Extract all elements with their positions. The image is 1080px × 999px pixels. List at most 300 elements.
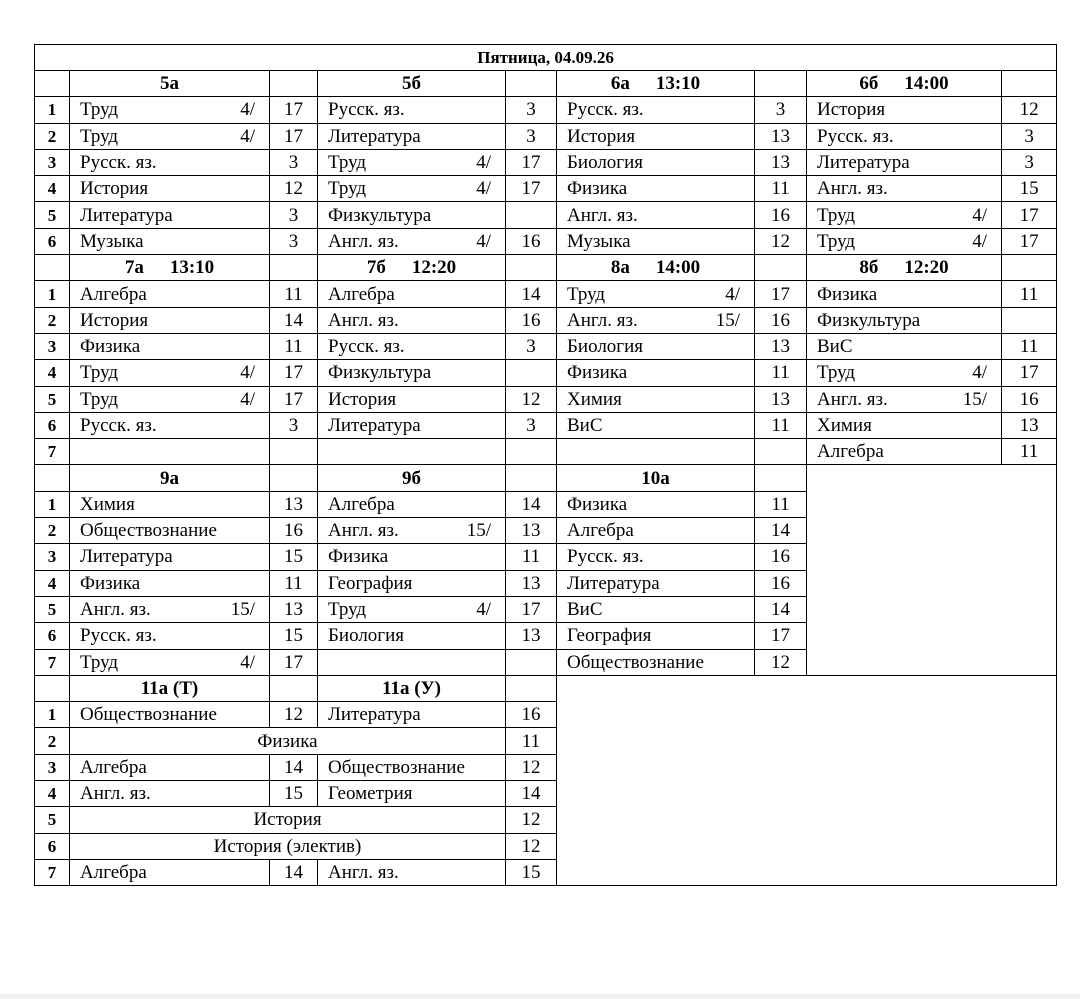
- subject-cell: [557, 518, 755, 544]
- room-number: [506, 202, 557, 228]
- subject-cell: [557, 623, 755, 649]
- lesson-row: [35, 97, 1057, 123]
- subject-cell: [318, 623, 506, 649]
- subject-name: Физика: [567, 178, 628, 200]
- room-number: 13: [755, 333, 807, 359]
- group-mark: 4/: [240, 362, 255, 384]
- empty-area: [557, 675, 1057, 885]
- room-number: 12: [755, 649, 807, 675]
- lesson-number: 6: [35, 623, 70, 649]
- room-number: 12: [506, 386, 557, 412]
- lesson-number: 5: [35, 202, 70, 228]
- room-number: 17: [1002, 228, 1057, 254]
- subject-name: Алгебра: [817, 441, 884, 463]
- subject-name: ВиС: [817, 336, 853, 358]
- subject-cell: [318, 596, 506, 622]
- subject-name: Англ. яз.: [567, 309, 638, 331]
- room-header: [270, 71, 318, 97]
- room-number: [506, 360, 557, 386]
- schedule-title: Пятница, 04.09.26: [35, 45, 1057, 71]
- subject-name: Химия: [567, 388, 622, 410]
- room-number: 3: [755, 97, 807, 123]
- schedule-table: [34, 44, 1057, 886]
- subject-cell: [807, 202, 1002, 228]
- merged-subject: История: [70, 807, 506, 833]
- subject-cell: [807, 439, 1002, 465]
- subject-cell: [70, 518, 270, 544]
- subject-cell: Англ. яз.: [318, 859, 506, 885]
- room-number: 12: [506, 754, 557, 780]
- subject-cell: [557, 412, 755, 438]
- subject-cell: [70, 97, 270, 123]
- room-number: 12: [755, 228, 807, 254]
- lesson-number: 7: [35, 649, 70, 675]
- subject-cell: [70, 281, 270, 307]
- room-number: 3: [270, 149, 318, 175]
- subject-cell: [557, 439, 755, 465]
- subject-name: Физика: [567, 493, 628, 515]
- lesson-number: 4: [35, 176, 70, 202]
- room-header: [270, 675, 318, 701]
- group-mark: 4/: [476, 599, 491, 621]
- subject-cell: Англ. яз.: [70, 781, 270, 807]
- subject-cell: [557, 307, 755, 333]
- subject-name: Алгебра: [567, 520, 634, 542]
- group-mark: 4/: [240, 125, 255, 147]
- class-time: 14:00: [904, 73, 949, 95]
- subject-name: Физика: [80, 572, 141, 594]
- room-number: 15: [270, 623, 318, 649]
- class-name: 7а: [124, 257, 144, 279]
- room-number: 3: [270, 202, 318, 228]
- subject-name: Биология: [567, 336, 644, 358]
- subject-name: Физкультура: [817, 309, 921, 331]
- subject-name: Литература: [80, 204, 173, 226]
- room-number: 11: [755, 412, 807, 438]
- room-number: 16: [270, 518, 318, 544]
- subject-name: Русск. яз.: [817, 125, 894, 147]
- room-number: 15: [270, 781, 318, 807]
- subject-cell: [318, 439, 506, 465]
- row-number-header: [35, 465, 70, 491]
- subject-cell: [557, 596, 755, 622]
- room-number: 13: [755, 123, 807, 149]
- 1-header-row: [35, 71, 1057, 97]
- class-header: [318, 465, 506, 491]
- class-header: [70, 675, 270, 701]
- subject-cell: [318, 307, 506, 333]
- lesson-number: 4: [35, 570, 70, 596]
- subject-cell: [807, 307, 1002, 333]
- 2-header-row: [35, 255, 1057, 281]
- class-time: 13:10: [169, 257, 215, 279]
- subject-name: История: [328, 388, 397, 410]
- lesson-number: 5: [35, 596, 70, 622]
- subject-name: Англ. яз.: [817, 178, 888, 200]
- room-number: 3: [270, 228, 318, 254]
- subject-name: Физика: [817, 283, 878, 305]
- room-number: 13: [506, 623, 557, 649]
- room-number: 14: [270, 307, 318, 333]
- subject-name: География: [567, 625, 652, 647]
- subject-cell: [70, 176, 270, 202]
- lesson-number: 6: [35, 412, 70, 438]
- subject-cell: [557, 360, 755, 386]
- room-number: 17: [1002, 202, 1057, 228]
- room-number: 12: [506, 833, 557, 859]
- subject-name: Труд: [80, 388, 119, 410]
- subject-name: Труд: [328, 152, 367, 174]
- subject-cell: [557, 649, 755, 675]
- subject-name: Физкультура: [328, 362, 432, 384]
- subject-name: ВиС: [567, 415, 603, 436]
- subject-cell: [557, 228, 755, 254]
- subject-cell: [70, 439, 270, 465]
- subject-name: Музыка: [80, 230, 144, 252]
- room-number: 12: [506, 807, 557, 833]
- class-name: 11а (Т): [140, 677, 199, 699]
- row-number-header: [35, 675, 70, 701]
- subject-name: Труд: [817, 230, 856, 252]
- room-number: 13: [270, 596, 318, 622]
- class-header: [807, 255, 1002, 281]
- group-mark: 15/: [962, 388, 987, 410]
- room-number: 11: [506, 544, 557, 570]
- room-number: 14: [755, 518, 807, 544]
- room-number: 11: [1002, 281, 1057, 307]
- subject-cell: [557, 491, 755, 517]
- lesson-number: 7: [35, 859, 70, 885]
- subject-cell: [70, 544, 270, 570]
- subject-cell: [70, 412, 270, 438]
- group-mark: 4/: [972, 204, 987, 226]
- subject-name: Алгебра: [328, 493, 395, 515]
- room-number: [755, 439, 807, 465]
- room-number: 3: [506, 333, 557, 359]
- room-header: [1002, 255, 1057, 281]
- subject-cell: [70, 570, 270, 596]
- room-number: [506, 439, 557, 465]
- schedule-body: [35, 45, 1057, 886]
- subject-name: Труд: [328, 599, 367, 621]
- subject-cell: [70, 386, 270, 412]
- class-name: 9а: [160, 467, 179, 489]
- room-header: [506, 675, 557, 701]
- lesson-number: 3: [35, 544, 70, 570]
- 3-header-row: [35, 465, 1057, 491]
- subject-name: Биология: [328, 625, 405, 647]
- subject-cell: [807, 123, 1002, 149]
- class-header: [70, 465, 270, 491]
- room-number: 12: [1002, 97, 1057, 123]
- lesson-number: 3: [35, 333, 70, 359]
- subject-name: География: [328, 572, 413, 594]
- subject-cell: [70, 333, 270, 359]
- room-number: 17: [270, 123, 318, 149]
- room-number: 17: [270, 97, 318, 123]
- subject-name: ВиС: [567, 599, 603, 621]
- subject-name: История: [817, 99, 886, 121]
- subject-cell: [557, 149, 755, 175]
- group-mark: 15/: [230, 599, 255, 621]
- room-number: 17: [755, 623, 807, 649]
- room-number: 14: [270, 754, 318, 780]
- class-name: 5а: [160, 73, 179, 95]
- lesson-row: [35, 386, 1057, 412]
- subject-name: Русск. яз.: [328, 99, 405, 121]
- subject-cell: [807, 281, 1002, 307]
- room-number: 11: [270, 333, 318, 359]
- group-mark: 4/: [972, 230, 987, 252]
- class-name: 6б: [859, 73, 879, 95]
- subject-cell: [318, 360, 506, 386]
- lesson-row: [35, 281, 1057, 307]
- subject-name: Труд: [80, 362, 119, 384]
- room-header: [755, 71, 807, 97]
- class-header: [318, 675, 506, 701]
- merged-subject: История (электив): [70, 833, 506, 859]
- subject-name: Труд: [80, 651, 119, 673]
- subject-cell: [318, 544, 506, 570]
- room-number: 14: [755, 596, 807, 622]
- room-number: 11: [755, 360, 807, 386]
- subject-cell: [318, 412, 506, 438]
- subject-cell: [557, 281, 755, 307]
- subject-name: История: [80, 309, 149, 331]
- subject-name: Русск. яз.: [567, 99, 644, 121]
- subject-name: Англ. яз.: [80, 599, 151, 621]
- room-number: 17: [506, 149, 557, 175]
- merged-subject: Физика: [70, 728, 506, 754]
- subject-name: Русск. яз.: [80, 415, 157, 436]
- lesson-number: 6: [35, 833, 70, 859]
- subject-name: Русск. яз.: [80, 625, 157, 647]
- room-number: 14: [270, 859, 318, 885]
- lesson-number: 2: [35, 123, 70, 149]
- subject-cell: [557, 570, 755, 596]
- lesson-row: [35, 360, 1057, 386]
- subject-cell: [318, 518, 506, 544]
- class-name: 7б: [366, 257, 386, 279]
- room-number: 17: [270, 360, 318, 386]
- room-header: [755, 465, 807, 491]
- class-header: [70, 255, 270, 281]
- lesson-number: 4: [35, 360, 70, 386]
- subject-cell: [70, 649, 270, 675]
- room-number: 11: [506, 728, 557, 754]
- subject-name: Химия: [817, 415, 872, 436]
- class-header: [557, 465, 755, 491]
- lesson-row: [35, 202, 1057, 228]
- subject-name: Физкультура: [328, 204, 432, 226]
- group-mark: 4/: [476, 152, 491, 174]
- subject-cell: [318, 333, 506, 359]
- room-number: 13: [755, 149, 807, 175]
- room-number: 17: [506, 596, 557, 622]
- subject-cell: [70, 149, 270, 175]
- lesson-row: [35, 176, 1057, 202]
- class-name: 8а: [610, 257, 630, 279]
- subject-name: Биология: [567, 152, 644, 174]
- class-header: [70, 71, 270, 97]
- lesson-number: 4: [35, 781, 70, 807]
- row-number-header: [35, 255, 70, 281]
- subject-name: Труд: [817, 204, 856, 226]
- 4-header-row: [35, 675, 1057, 701]
- class-header: [557, 255, 755, 281]
- room-number: 11: [1002, 439, 1057, 465]
- room-number: 16: [755, 570, 807, 596]
- lesson-row: [35, 439, 1057, 465]
- room-number: 17: [506, 176, 557, 202]
- class-header: [807, 71, 1002, 97]
- group-mark: 4/: [240, 651, 255, 673]
- room-number: 17: [755, 281, 807, 307]
- subject-name: Музыка: [567, 230, 631, 252]
- subject-cell: [318, 386, 506, 412]
- class-time: 13:10: [655, 73, 701, 95]
- subject-cell: [557, 97, 755, 123]
- lesson-number: 1: [35, 702, 70, 728]
- lesson-number: 1: [35, 281, 70, 307]
- subject-name: Англ. яз.: [328, 309, 399, 331]
- room-number: 16: [755, 307, 807, 333]
- class-time: 14:00: [655, 257, 701, 279]
- subject-cell: [807, 149, 1002, 175]
- subject-cell: [70, 307, 270, 333]
- room-number: 3: [506, 123, 557, 149]
- subject-name: Труд: [80, 125, 119, 147]
- room-header: [755, 255, 807, 281]
- group-mark: 4/: [972, 362, 987, 384]
- subject-name: История: [80, 178, 149, 200]
- room-number: 13: [270, 491, 318, 517]
- subject-cell: [70, 228, 270, 254]
- subject-name: Труд: [817, 362, 856, 384]
- subject-cell: [557, 544, 755, 570]
- room-number: 3: [506, 97, 557, 123]
- subject-cell: [70, 623, 270, 649]
- subject-cell: [318, 149, 506, 175]
- subject-name: Литература: [817, 152, 910, 174]
- subject-name: Труд: [567, 283, 606, 305]
- class-name: 11а (У): [382, 677, 441, 699]
- lesson-row: [35, 123, 1057, 149]
- room-number: 12: [270, 702, 318, 728]
- lesson-number: 1: [35, 97, 70, 123]
- class-header: [557, 71, 755, 97]
- subject-cell: [557, 123, 755, 149]
- class-name: 9б: [402, 467, 421, 489]
- subject-cell: Алгебра: [70, 754, 270, 780]
- subject-name: Обществознание: [80, 520, 217, 542]
- lesson-number: 2: [35, 728, 70, 754]
- subject-name: Англ. яз.: [567, 204, 638, 226]
- room-number: [270, 439, 318, 465]
- room-header: [506, 255, 557, 281]
- subject-cell: [70, 491, 270, 517]
- room-header: [506, 71, 557, 97]
- subject-name: Русск. яз.: [567, 546, 644, 568]
- room-number: 11: [755, 491, 807, 517]
- lesson-row: [35, 333, 1057, 359]
- class-name: 8б: [859, 257, 879, 279]
- class-name: 6а: [610, 73, 630, 95]
- subject-name: Обществознание: [567, 651, 704, 673]
- room-number: 16: [506, 307, 557, 333]
- subject-cell: [807, 333, 1002, 359]
- subject-cell: [70, 202, 270, 228]
- subject-cell: [557, 333, 755, 359]
- room-header: [270, 255, 318, 281]
- subject-cell: [318, 176, 506, 202]
- room-number: [1002, 307, 1057, 333]
- room-number: 14: [506, 281, 557, 307]
- room-number: 14: [506, 781, 557, 807]
- subject-cell: [807, 386, 1002, 412]
- room-number: 17: [270, 649, 318, 675]
- bottom-scroll-edge: [0, 994, 1080, 999]
- subject-cell: [557, 202, 755, 228]
- room-number: 12: [270, 176, 318, 202]
- room-number: 16: [755, 544, 807, 570]
- class-time: 12:20: [904, 257, 949, 279]
- subject-cell: [70, 123, 270, 149]
- room-number: 13: [755, 386, 807, 412]
- room-number: 14: [506, 491, 557, 517]
- room-header: [506, 465, 557, 491]
- subject-cell: [70, 360, 270, 386]
- room-number: 11: [755, 176, 807, 202]
- lesson-number: 2: [35, 307, 70, 333]
- room-number: 11: [1002, 333, 1057, 359]
- subject-name: Англ. яз.: [328, 230, 399, 252]
- subject-name: Труд: [328, 178, 367, 200]
- subject-name: Алгебра: [328, 283, 395, 305]
- group-mark: 4/: [725, 283, 740, 305]
- lesson-row: [35, 412, 1057, 438]
- group-mark: 15/: [466, 520, 491, 542]
- subject-cell: Литература: [318, 702, 506, 728]
- subject-cell: [318, 281, 506, 307]
- subject-cell: [807, 176, 1002, 202]
- room-number: 3: [1002, 123, 1057, 149]
- subject-cell: [318, 123, 506, 149]
- subject-name: Физика: [328, 546, 389, 568]
- group-mark: 4/: [240, 99, 255, 121]
- room-header: [270, 465, 318, 491]
- lesson-number: 5: [35, 386, 70, 412]
- lesson-row: [35, 307, 1057, 333]
- subject-cell: Алгебра: [70, 859, 270, 885]
- room-number: 17: [270, 386, 318, 412]
- room-number: 16: [1002, 386, 1057, 412]
- subject-cell: [807, 360, 1002, 386]
- subject-name: История: [567, 125, 636, 147]
- empty-area: [807, 465, 1057, 675]
- subject-cell: [70, 596, 270, 622]
- lesson-number: 5: [35, 807, 70, 833]
- room-number: [506, 649, 557, 675]
- subject-cell: [318, 228, 506, 254]
- room-number: 13: [506, 570, 557, 596]
- subject-name: Англ. яз.: [328, 520, 399, 542]
- room-number: 15: [1002, 176, 1057, 202]
- subject-name: Химия: [80, 493, 135, 515]
- subject-name: Русск. яз.: [328, 336, 405, 358]
- subject-name: Литература: [328, 125, 421, 147]
- room-number: 15: [506, 859, 557, 885]
